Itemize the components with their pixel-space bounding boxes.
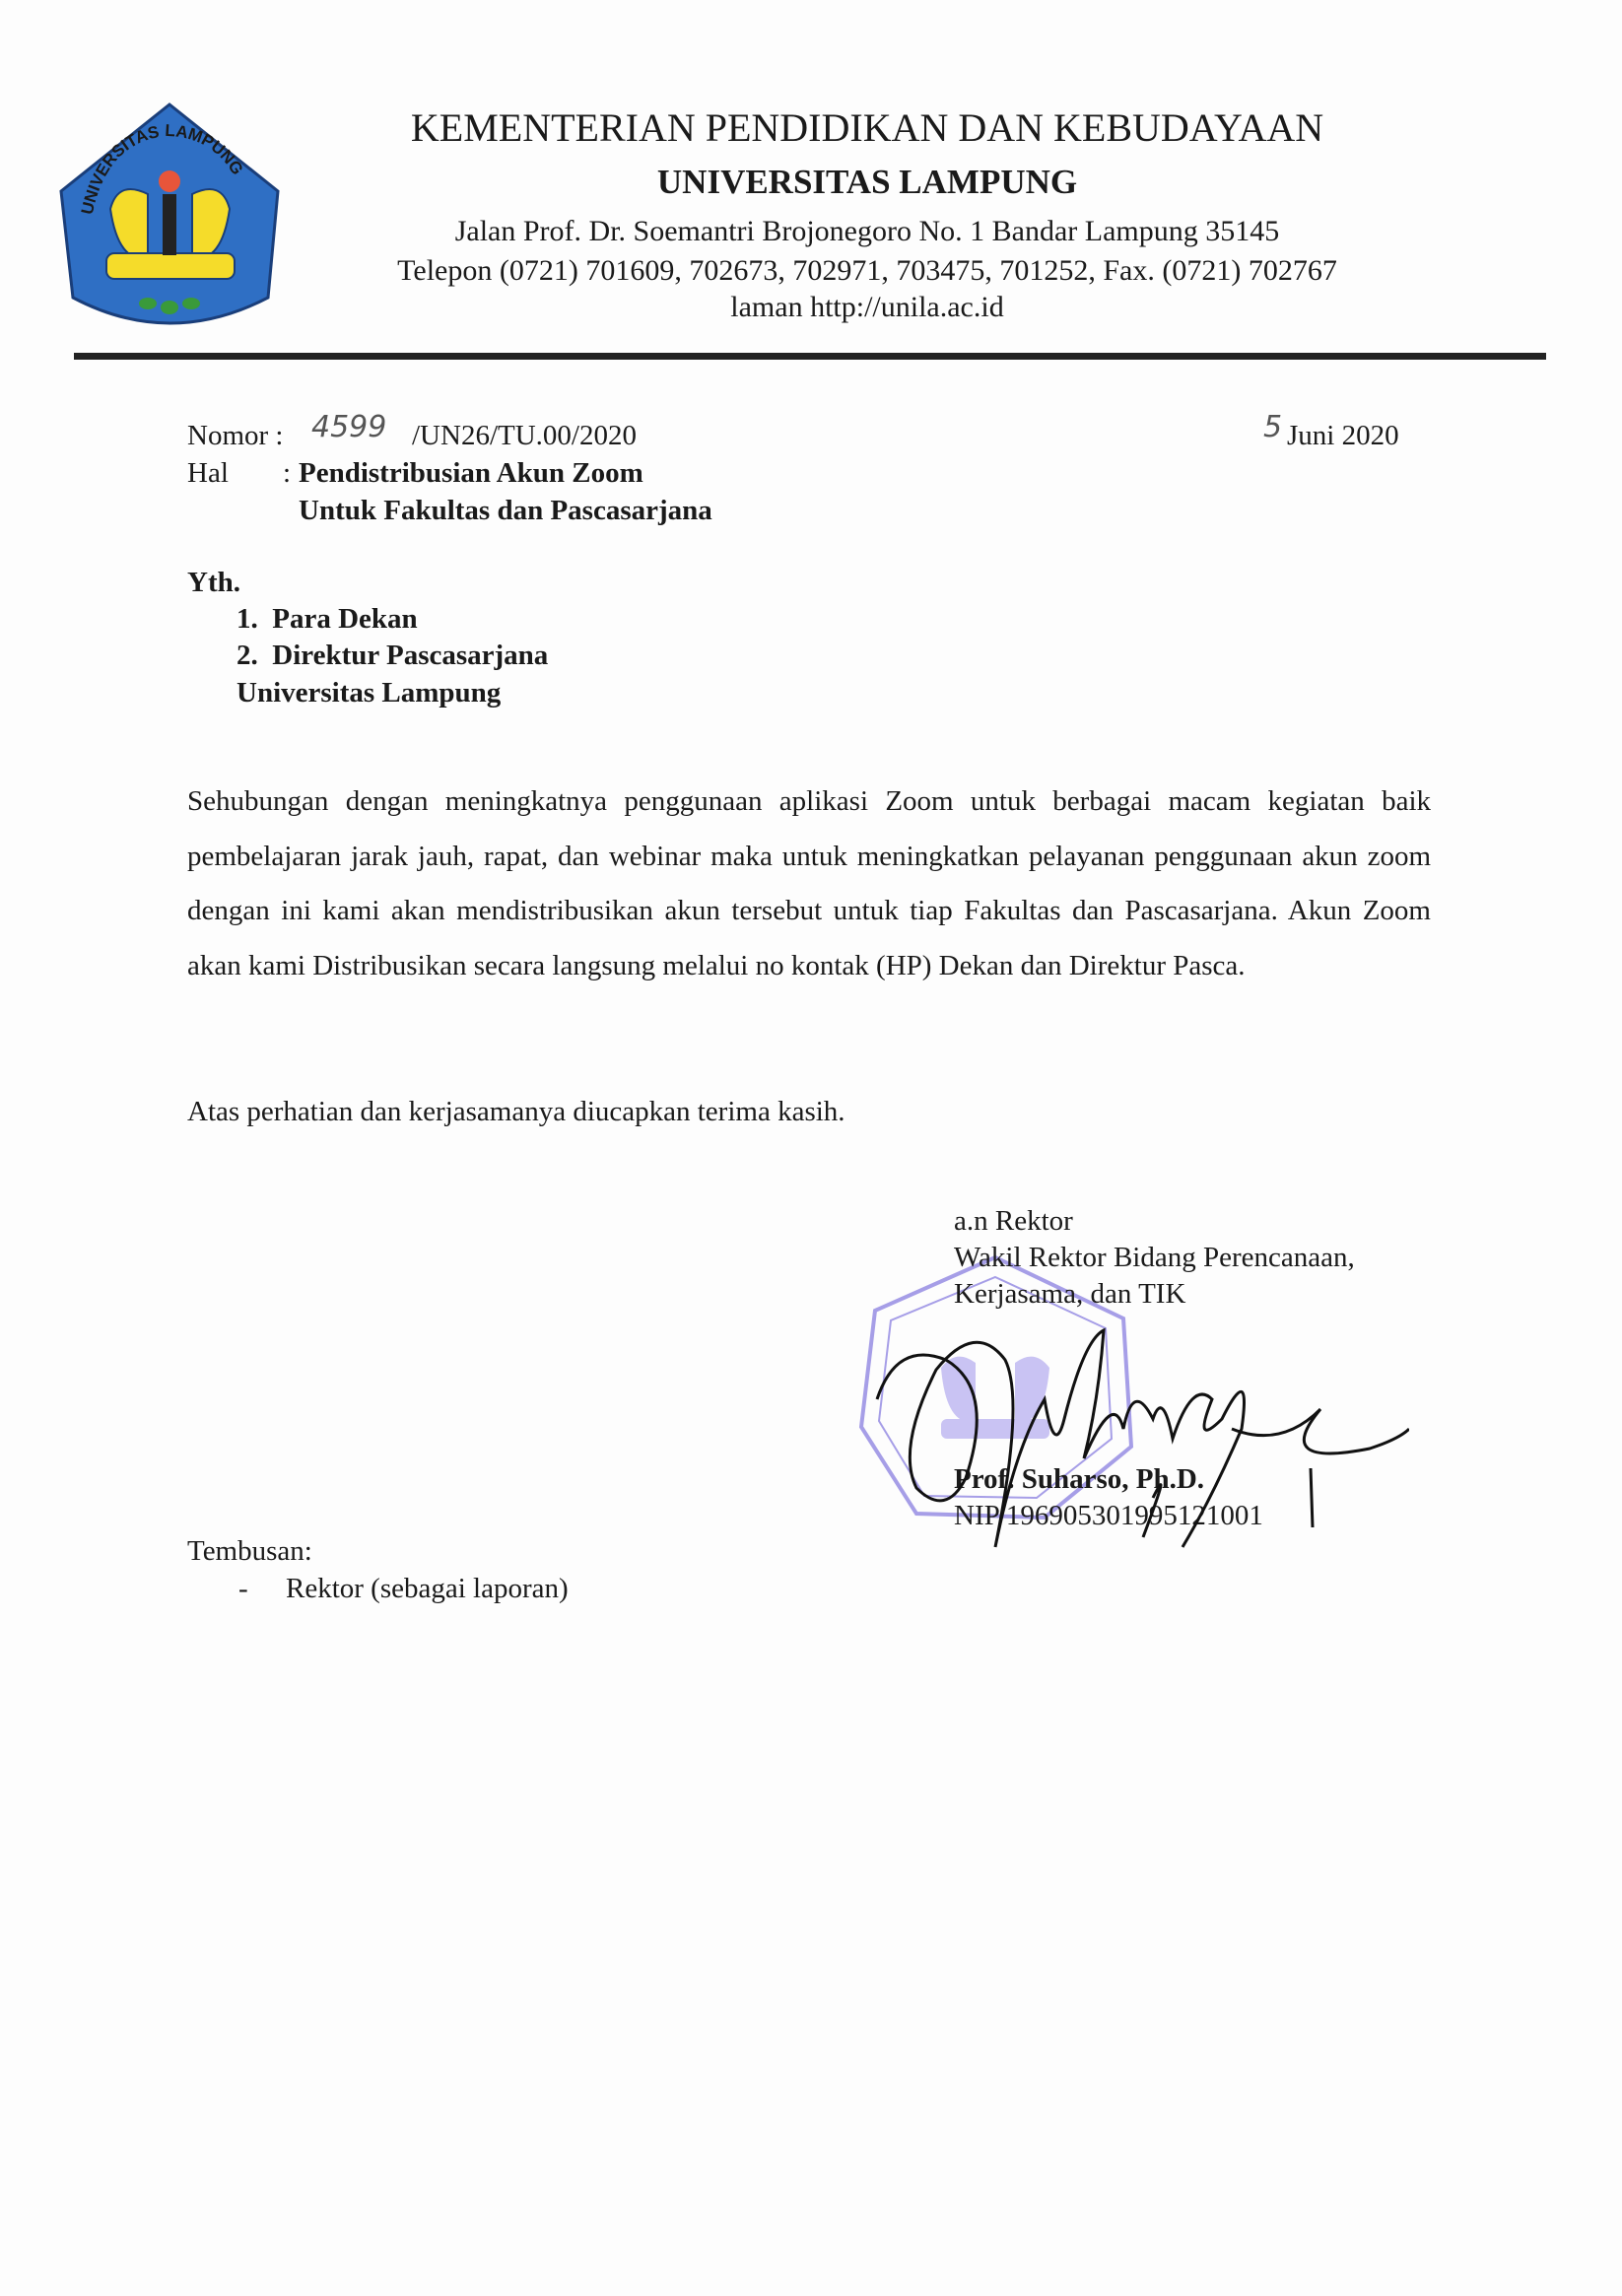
phone-fax: Telepon (0721) 701609, 702673, 702971, 703475, 701252, Fax. (0721) 702767 xyxy=(397,254,1337,287)
university-name: UNIVERSITAS LAMPUNG xyxy=(656,163,1078,201)
address: Jalan Prof. Dr. Soemantri Brojonegoro No. 1 Bandar Lampung 35145 xyxy=(454,215,1280,247)
signatory-name: Prof. Suharso, Ph.D. xyxy=(954,1463,1205,1495)
on-behalf-label: a.n Rektor xyxy=(954,1205,1073,1237)
hal-label: Hal xyxy=(187,457,229,489)
signatory-title-line-2: Kerjasama, dan TIK xyxy=(954,1278,1186,1310)
svg-text:UNIVERSITAS LAMPUNG: UNIVERSITAS LAMPUNG xyxy=(77,120,247,217)
salutation: Yth. xyxy=(187,567,240,598)
header-rule xyxy=(74,353,1546,360)
recipient-institution: Universitas Lampung xyxy=(237,677,502,709)
recipient-item: 1. Para Dekan xyxy=(237,603,418,635)
subject-line-2: Untuk Fakultas dan Pascasarjana xyxy=(299,495,712,526)
recipient-item: 2. Direktur Pascasarjana xyxy=(237,640,549,671)
body-paragraph: Sehubungan dengan meningkatnya penggunaan aplikasi Zoom untuk berbagai macam kegiatan baik pembelajaran jarak jauh, rapat, dan webinar maka untuk meningkatkan pelayanan penggunaan akun zoom dengan ini kami akan mendistribusikan akun tersebut untuk tiap Fakultas dan Pascasarjana. Akun Zoom akan kami Distribusikan secara langsung melalui no kontak (HP) Dekan dan Direktur Pasca. xyxy=(187,785,1431,981)
hal-colon: : xyxy=(283,457,292,489)
signatory-title-line-1: Wakil Rektor Bidang Perencanaan, xyxy=(954,1242,1355,1273)
university-logo xyxy=(49,101,291,337)
nomor-number-handwritten: 4599 xyxy=(311,410,387,444)
cc-label: Tembusan: xyxy=(187,1535,312,1567)
subject-line-1: Pendistribusian Akun Zoom xyxy=(299,457,643,489)
cc-item: Rektor (sebagai laporan) xyxy=(286,1573,569,1604)
nomor-label: Nomor : xyxy=(187,420,284,451)
nomor-suffix: /UN26/TU.00/2020 xyxy=(412,420,637,451)
cc-bullet: - xyxy=(238,1573,248,1604)
website: laman http://unila.ac.id xyxy=(730,291,1004,323)
letter-date: Juni 2020 xyxy=(1287,420,1399,451)
ministry-name: KEMENTERIAN PENDIDIKAN DAN KEBUDAYAAN xyxy=(410,105,1324,150)
date-day-handwritten: 5 xyxy=(1263,410,1283,444)
handwritten-signature xyxy=(857,1301,1409,1557)
closing-sentence: Atas perhatian dan kerjasamanya diucapkan terima kasih. xyxy=(187,1096,845,1127)
signatory-nip: NIP 196905301995121001 xyxy=(954,1500,1263,1531)
